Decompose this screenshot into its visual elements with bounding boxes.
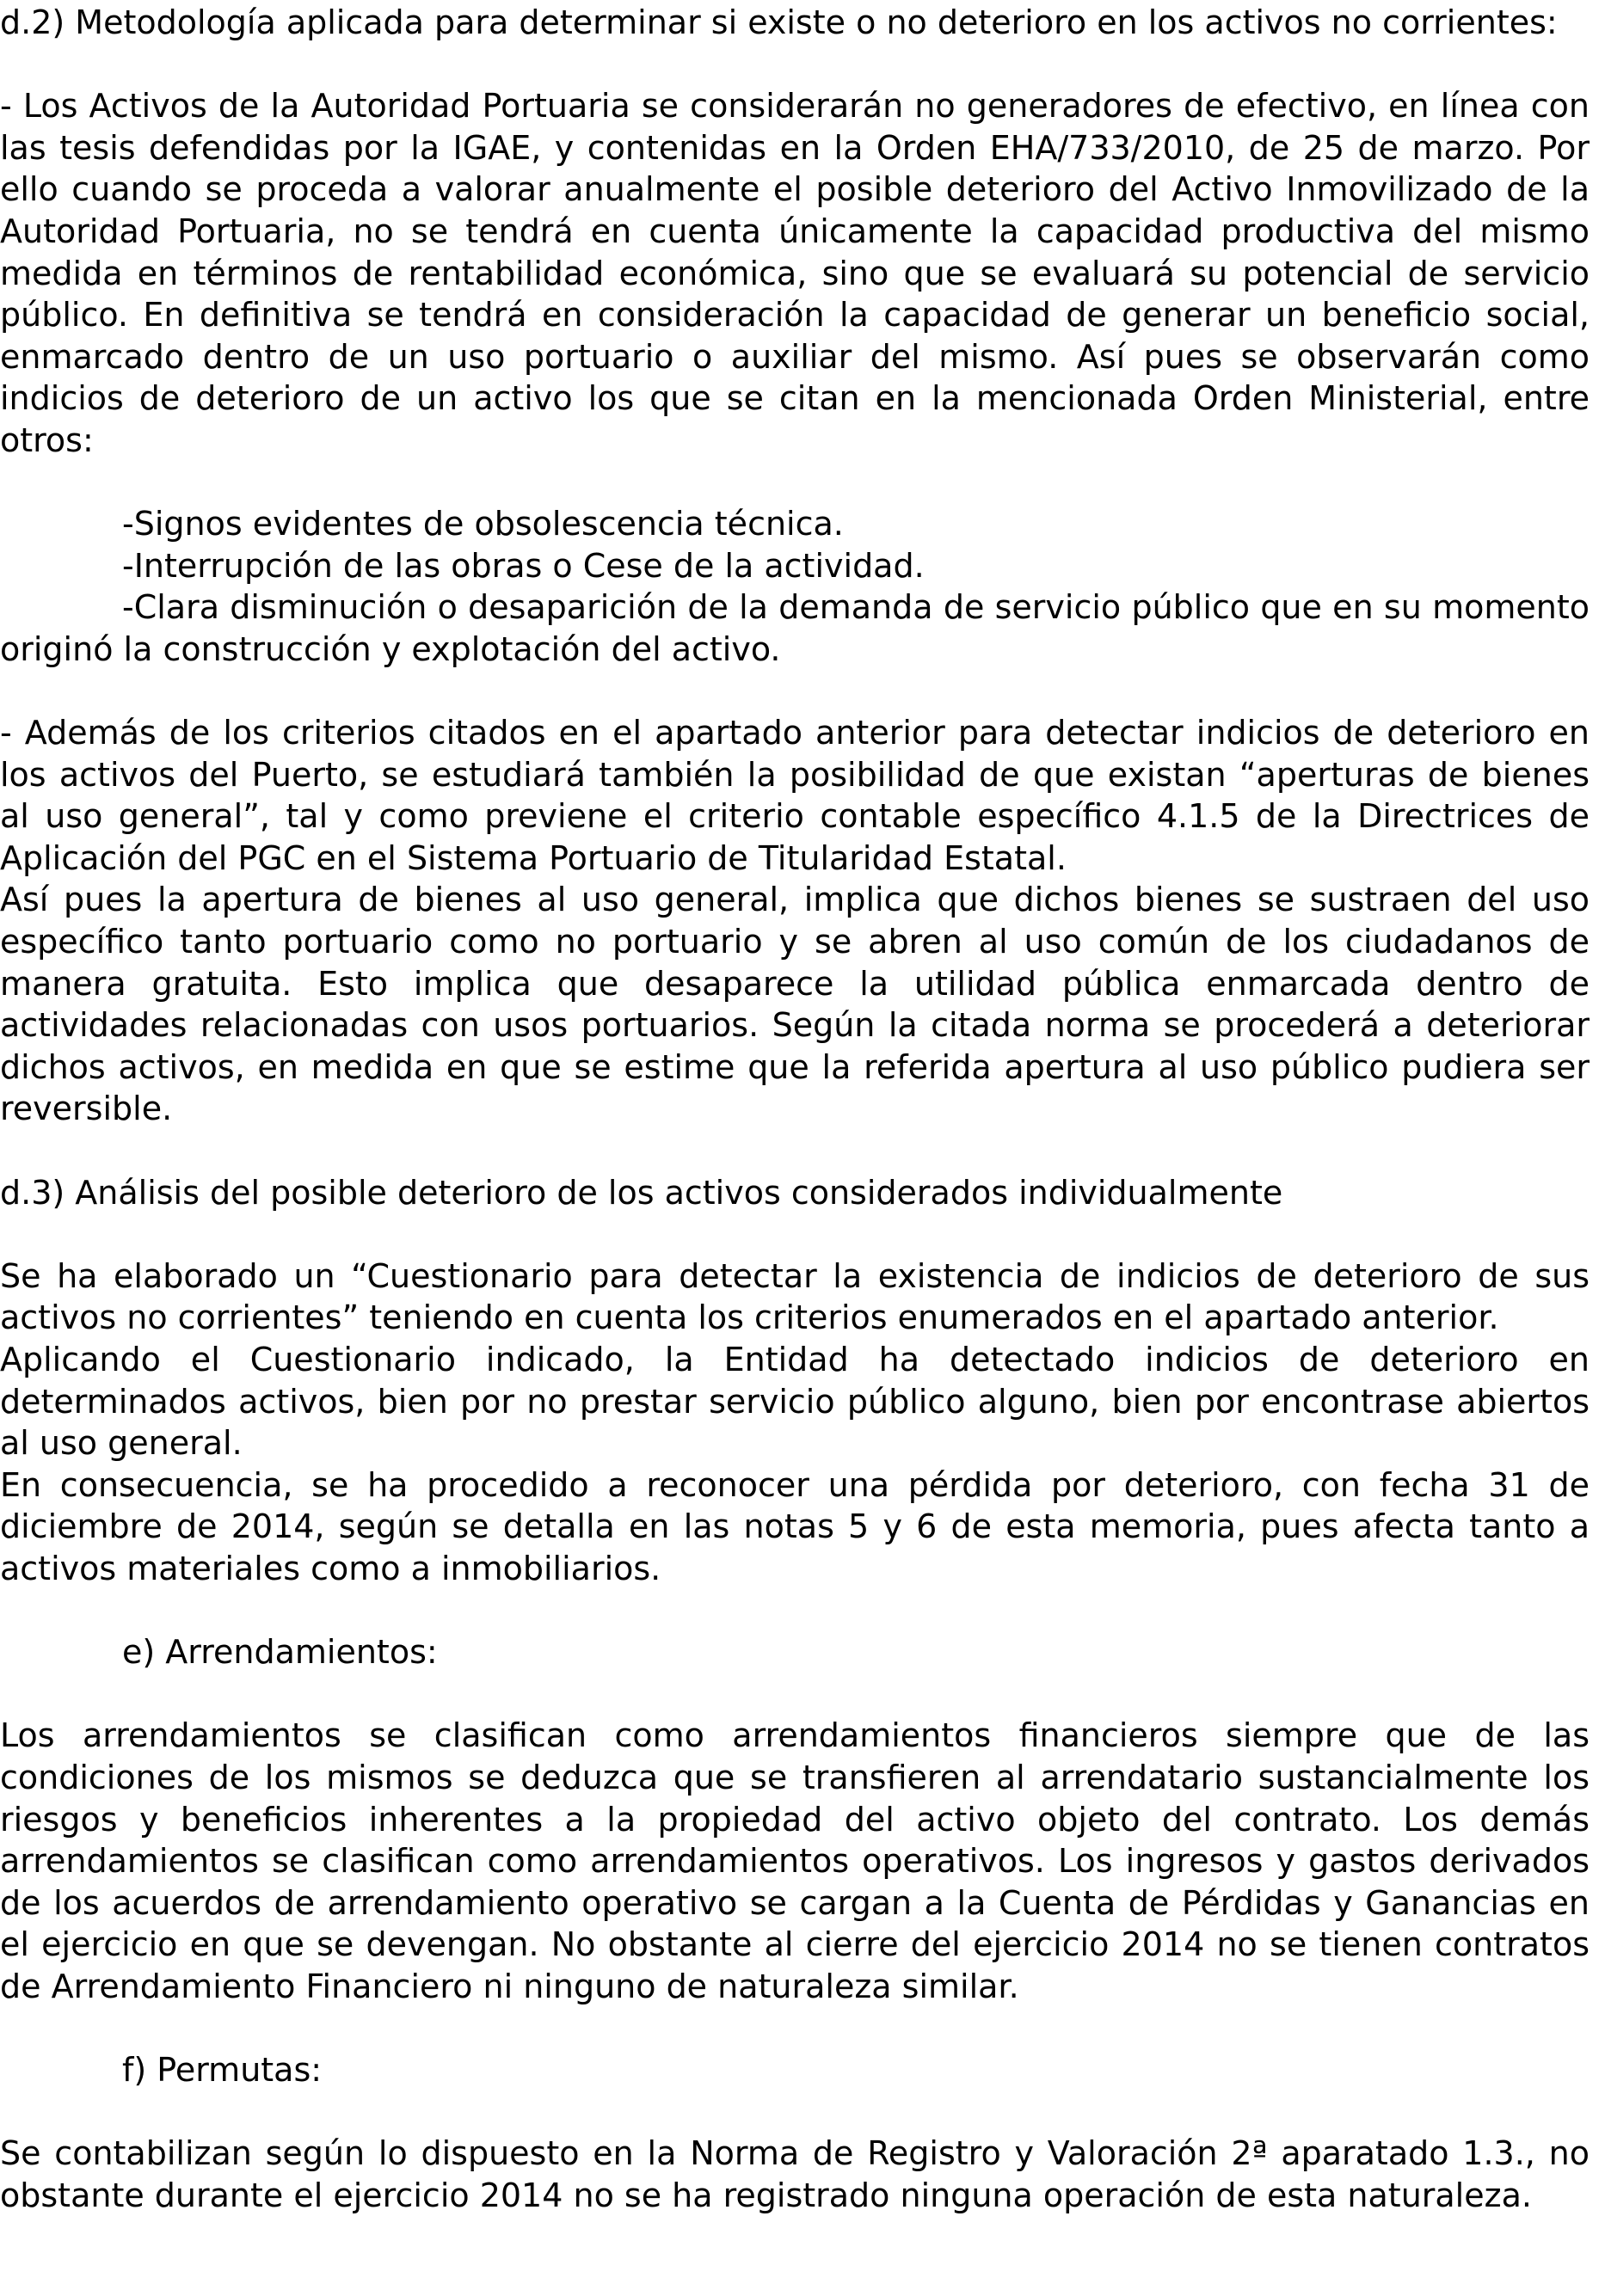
section-d2-paragraph-3: Así pues la apertura de bienes al uso general, implica que dichos bienes se sustraen del uso específico tanto portuario como no portuario y se abren al uso común de los ciudadanos de manera gratuita. Esto implica que desaparece la utilidad pública enmarcada dentro de actividades relacionadas con usos portuarios. Según la citada norma se procederá a deteriorar dichos activos, en medida en que se estime que la referida apertura al uso público pudiera ser reversible.: [0, 881, 1590, 1128]
spacer: [0, 462, 1590, 504]
section-d2-heading: d.2) Metodología aplicada para determinar si existe o no deterioro en los activos no corrientes:: [0, 3, 1558, 41]
document-body: [0, 2, 1590, 2216]
list-item-interruption: -Interrupción de las obras o Cese de la actividad.: [122, 546, 925, 585]
spacer: [0, 1673, 1590, 1716]
section-d2-paragraph-2: - Además de los criterios citados en el apartado anterior para detectar indicios de deterioro en los activos del Puerto, se estudiará también la posibilidad de que existan “aperturas de bienes al uso general”, tal y como previene el criterio contable específico 4.1.5 de la Directrices de Aplicación del PGC en el Sistema Portuario de Titularidad Estatal.: [0, 714, 1590, 877]
section-f-heading: f) Permutas:: [122, 2051, 323, 2090]
section-d3-paragraph-3: En consecuencia, se ha procedido a reconocer una pérdida por deterioro, con fecha 31 de diciembre de 2014, según se detalla en las notas 5 y 6 de esta memoria, pues afecta tanto a activos materiales como a inmobiliarios.: [0, 1465, 1590, 1587]
spacer: [0, 2008, 1590, 2050]
spacer: [0, 44, 1590, 86]
section-e-paragraph-1: Los arrendamientos se clasifican como arrendamientos financieros siempre que de las condiciones de los mismos se deduzca que se transfieren al arrendatario sustancialmente los riesgos y beneficios inherentes a la propiedad del activo objeto del contrato. Los demás arrendamientos se clasifican como arrendamientos operativos. Los ingresos y gastos derivados de los acuerdos de arrendamiento operativo se cargan a la Cuenta de Pérdidas y Ganancias en el ejercicio en que se devengan. No obstante al cierre del ejercicio 2014 no se tienen contratos de Arrendamiento Financiero ni ninguno de naturaleza similar.: [0, 1716, 1590, 2005]
section-f-paragraph-1: Se contabilizan según lo dispuesto en la Norma de Registro y Valoración 2ª aparatado 1.3., no obstante durante el ejercicio 2014 no se ha registrado ninguna operación de esta naturaleza.: [0, 2134, 1590, 2214]
section-e-heading: e) Arrendamientos:: [122, 1633, 438, 1672]
section-d3-paragraph-1: Se ha elaborado un “Cuestionario para detectar la existencia de indicios de deterioro de sus activos no corrientes” teniendo en cuenta los criterios enumerados en el apartado anterior.: [0, 1256, 1590, 1337]
section-d2-paragraph-1: - Los Activos de la Autoridad Portuaria se considerarán no generadores de efectivo, en línea con las tesis defendidas por la IGAE, y contenidas en la Orden EHA/733/2010, de 25 de marzo. Por ello cuando se proceda a valorar anualmente el posible deterioro del Activo Inmovilizado de la Autoridad Portuaria, no se tendrá en cuenta únicamente la capacidad productiva del mismo medida en términos de rentabilidad económica, sino que se evaluará su potencial de servicio público. En definitiva se tendrá en consideración la capacidad de generar un beneficio social, enmarcado dentro de un uso portuario o auxiliar del mismo. Así pues se observarán como indicios de deterioro de un activo los que se citan en la mencionada Orden Ministerial, entre otros:: [0, 87, 1590, 459]
list-item-obsolescence: -Signos evidentes de obsolescencia técnica.: [122, 505, 844, 543]
spacer: [0, 1213, 1590, 1255]
list-item-demand: -Clara disminución o desaparición de la demanda de servicio público que en su momento originó la construcción y explotación del activo.: [0, 588, 1590, 668]
section-d3-paragraph-2: Aplicando el Cuestionario indicado, la Entidad ha detectado indicios de deterioro en determinados activos, bien por no prestar servicio público alguno, bien por encontrase abiertos al uso general.: [0, 1341, 1590, 1463]
spacer: [0, 671, 1590, 713]
section-d3-heading: d.3) Análisis del posible deterioro de los activos considerados individualmente: [0, 1173, 1283, 1212]
spacer: [0, 2091, 1590, 2133]
spacer: [0, 1130, 1590, 1172]
spacer: [0, 1590, 1590, 1632]
